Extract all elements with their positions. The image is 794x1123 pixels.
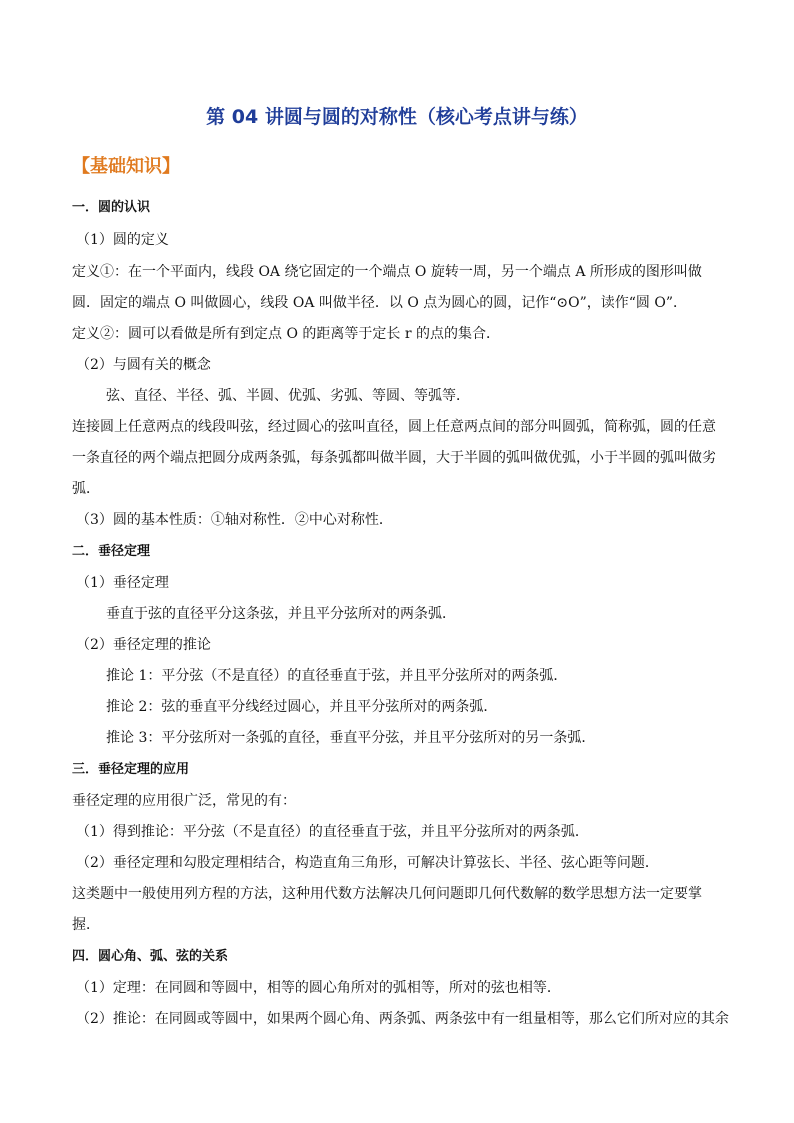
theorem-statement: 垂直于弦的直径平分这条弦，并且平分弦所对的两条弧． — [106, 606, 456, 622]
definition-1-line-1: 定义①：在一个平面内，线段 OA 绕它固定的一个端点 O 旋转一周，另一个端点 A 所形成的图形叫做 — [72, 264, 702, 280]
application-note-line-2: 握． — [72, 917, 100, 933]
document-title: 第 04 讲圆与圆的对称性（核心考点讲与练） — [206, 106, 588, 128]
corollary-2: 推论 2：弦的垂直平分线经过圆心，并且平分弦所对的两条弧． — [106, 699, 498, 715]
heading-theorem-application: 三．垂径定理的应用 — [72, 762, 190, 777]
corollary-3: 推论 3：平分弦所对一条弧的直径，垂直平分弦，并且平分弦所对的另一条弧． — [106, 730, 596, 746]
subheading-theorem: （1）垂径定理 — [76, 575, 169, 591]
section-heading-basics: 【基础知识】 — [72, 156, 180, 177]
definition-1-line-2: 圆．固定的端点 O 叫做圆心，线段 OA 叫做半径．以 O 点为圆心的圆，记作“⊙O”，读作“圆 O”． — [72, 295, 688, 311]
subheading-circle-definition: （1）圆的定义 — [76, 232, 169, 248]
application-1: （1）得到推论：平分弦（不是直径）的直径垂直于弦，并且平分弦所对的两条弧． — [76, 824, 589, 840]
application-2: （2）垂径定理和勾股定理相结合，构造直角三角形，可解决计算弦长、半径、弦心距等问题． — [76, 855, 659, 871]
application-note-line-1: 这类题中一般使用列方程的方法，这种用代数方法解决几何问题即几何代数解的数学思想方法一定要掌 — [72, 886, 702, 902]
central-angle-corollary: （2）推论：在同圆或等圆中，如果两个圆心角、两条弧、两条弦中有一组量相等，那么它们所对应的其余 — [76, 1011, 729, 1027]
application-intro: 垂径定理的应用很广泛，常见的有： — [72, 793, 296, 809]
paragraph-chord-arc-line-3: 弧． — [72, 481, 100, 497]
subheading-related-concepts: （2）与圆有关的概念 — [76, 357, 211, 373]
basic-properties: （3）圆的基本性质：①轴对称性．②中心对称性． — [76, 512, 393, 528]
central-angle-theorem: （1）定理：在同圆和等圆中，相等的圆心角所对的弧相等，所对的弦也相等． — [76, 980, 561, 996]
corollary-1: 推论 1：平分弦（不是直径）的直径垂直于弦，并且平分弦所对的两条弧． — [106, 668, 568, 684]
definition-2: 定义②：圆可以看做是所有到定点 O 的距离等于定长 r 的点的集合． — [72, 326, 500, 342]
heading-circle-recognition: 一．圆的认识 — [72, 200, 151, 215]
heading-central-angle-arc-chord: 四．圆心角、弧、弦的关系 — [72, 949, 229, 964]
subheading-corollaries: （2）垂径定理的推论 — [76, 637, 211, 653]
paragraph-chord-arc-line-1: 连接圆上任意两点的线段叫弦，经过圆心的弦叫直径，圆上任意两点间的部分叫圆弧，简称弧，圆的任意 — [72, 419, 716, 435]
paragraph-chord-arc-line-2: 一条直径的两个端点把圆分成两条弧，每条弧都叫做半圆，大于半圆的弧叫做优弧，小于半圆的弧叫做劣 — [72, 450, 716, 466]
heading-perpendicular-diameter-theorem: 二．垂径定理 — [72, 544, 151, 559]
concept-list: 弦、直径、半径、弧、半圆、优弧、劣弧、等圆、等弧等． — [106, 388, 470, 404]
